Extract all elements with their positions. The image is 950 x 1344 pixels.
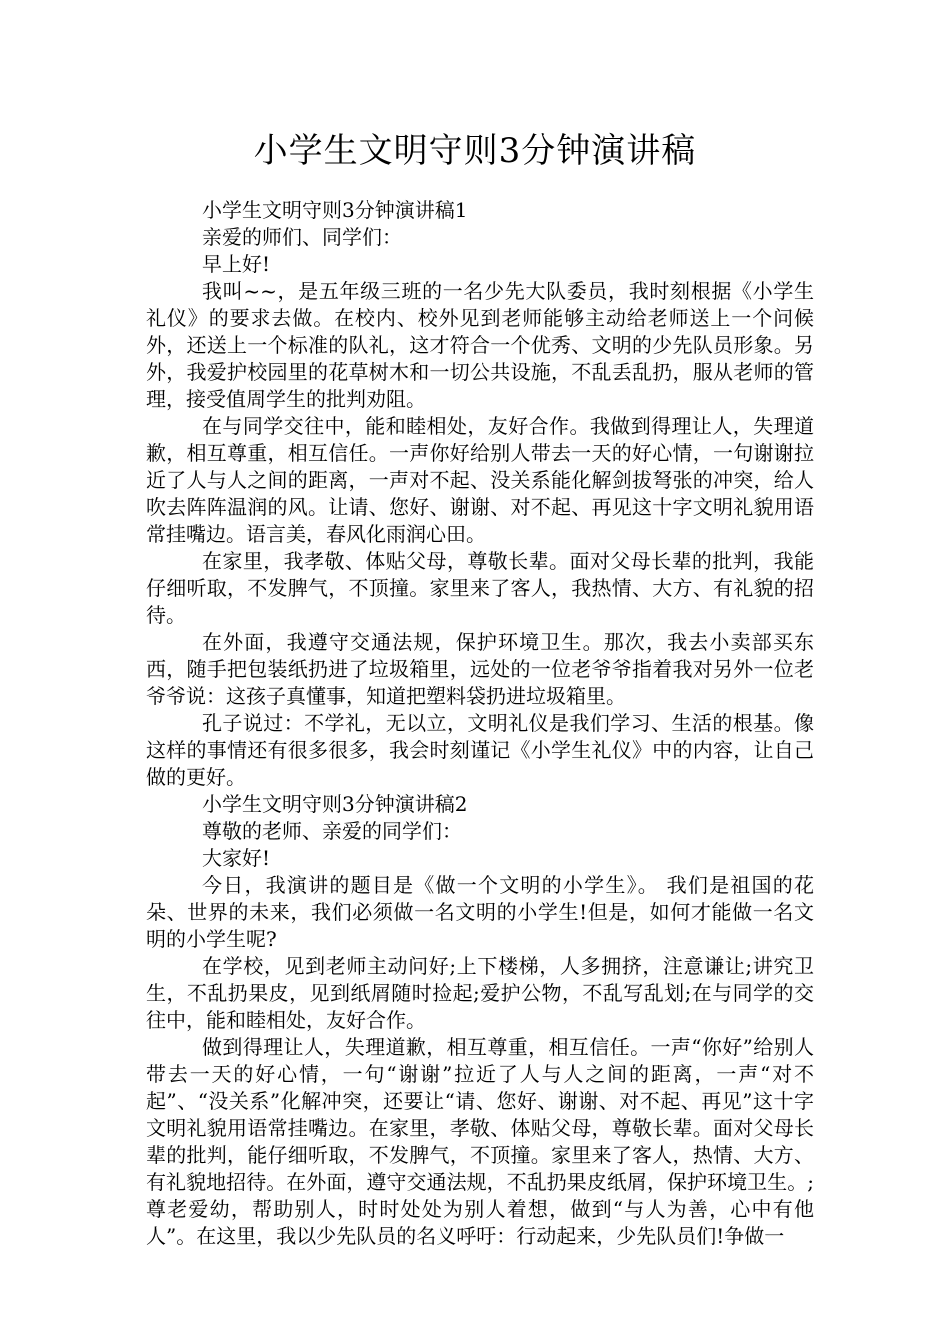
body-paragraph: 今日，我演讲的题目是《做一个文明的小学生》。 我们是祖国的花朵、世界的未来，我们必须做一名文明的小学生!但是，如何才能做一名文明的小学生呢? [146,873,814,951]
document-body [146,197,814,1250]
body-paragraph: 孔子说过：不学礼，无以立，文明礼仪是我们学习、生活的根基。像这样的事情还有很多很多，我会时刻谨记《小学生礼仪》中的内容，让自己做的更好。 [146,711,814,789]
section-heading-1: 小学生文明守则3分钟演讲稿1 [202,198,468,222]
body-paragraph: 在与同学交往中，能和睦相处，友好合作。我做到得理让人，失理道歉，相互尊重，相互信任。一声你好给别人带去一天的好心情，一句谢谢拉近了人与人之间的距离，一声对不起、没关系能化解剑拔弩张的冲突，给人吹去阵阵温润的风。让请、您好、谢谢、对不起、再见这十字文明礼貌用语常挂嘴边。语言美，春风化雨润心田。 [146,414,814,546]
body-paragraph: 在外面，我遵守交通法规，保护环境卫生。那次，我去小卖部买东西，随手把包装纸扔进了垃圾箱里，远处的一位老爷爷指着我对另外一位老爷爷说：这孩子真懂事，知道把塑料袋扔进垃圾箱里。 [146,630,814,708]
salutation: 亲爱的师们、同学们： [202,225,402,249]
document-title: 小学生文明守则3分钟演讲稿 [253,131,697,171]
greeting: 早上好! [202,252,271,276]
body-paragraph: 在学校，见到老师主动问好;上下楼梯，人多拥挤，注意谦让;讲究卫生，不乱扔果皮，见到纸屑随时捡起;爱护公物，不乱写乱划;在与同学的交往中，能和睦相处，友好合作。 [146,954,814,1032]
section-heading-2: 小学生文明守则3分钟演讲稿2 [202,792,468,816]
body-paragraph: 在家里，我孝敬、体贴父母，尊敬长辈。面对父母长辈的批判，我能仔细听取，不发脾气，不顶撞。家里来了客人，我热情、大方、有礼貌的招待。 [146,549,814,627]
body-paragraph: 做到得理让人，失理道歉，相互尊重，相互信任。一声“你好”给别人带去一天的好心情，一句“谢谢”拉近了人与人之间的距离，一声“对不起”、“没关系”化解冲突，还要让“请、您好、谢谢、对不起、再见”这十字文明礼貌用语常挂嘴边。在家里，孝敬、体贴父母，尊敬长辈。面对父母长辈的批判，能仔细听取，不发脾气，不顶撞。家里来了客人，热情、大方、有礼貌地招待。在外面，遵守交通法规，不乱扔果皮纸屑，保护环境卫生。;尊老爱幼，帮助别人，时时处处为别人着想，做到“与人为善，心中有他人”。在这里，我以少先队员的名义呼吁：行动起来，少先队员们!争做一 [146,1035,814,1248]
body-paragraph: 我叫~~，是五年级三班的一名少先大队委员，我时刻根据《小学生礼仪》的要求去做。在校内、校外见到老师能够主动给老师送上一个问候外，还送上一个标准的队礼，这才符合一个优秀、文明的少先队员形象。另外，我爱护校园里的花草树木和一切公共设施，不乱丢乱扔，服从老师的管理，接受值周学生的批判劝阻。 [146,279,814,411]
salutation: 尊敬的老师、亲爱的同学们： [202,819,462,843]
greeting: 大家好! [202,846,271,870]
